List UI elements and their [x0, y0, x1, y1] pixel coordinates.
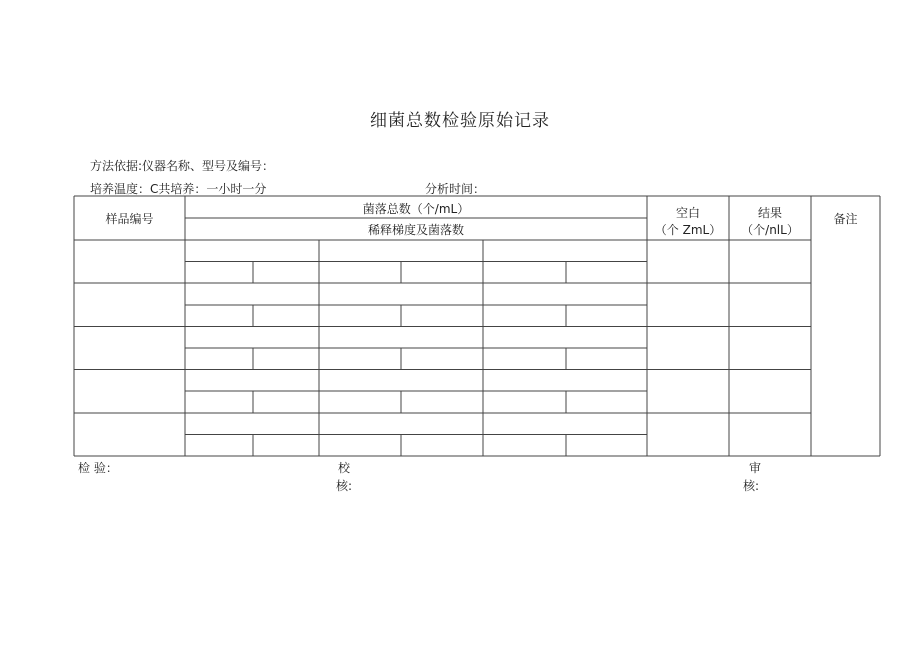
checker-label-2: 核:	[336, 479, 353, 493]
inspector-label: 检 验：	[78, 461, 118, 475]
method-line: 方法依据:仪器名称、型号及编号：	[90, 159, 275, 173]
header-blank-unit: （个 ZmL）	[654, 223, 722, 237]
header-blank: 空白	[675, 206, 700, 220]
checker-label-1: 校	[338, 461, 351, 475]
header-dilution: 稀释梯度及菌落数	[367, 223, 464, 237]
analysis-time-label: 分析时间：	[425, 182, 486, 196]
header-result: 结果	[757, 206, 782, 220]
header-sample-number: 样品编号	[105, 212, 154, 226]
document-title: 细菌总数检验原始记录	[370, 111, 550, 131]
culture-line: 培养温度：C共培养：一小时一分	[90, 182, 267, 196]
header-result-unit: （个/nlL）	[741, 223, 799, 237]
header-colony-total: 菌落总数（个/mL）	[362, 202, 470, 216]
reviewer-label-1: 审	[749, 461, 762, 475]
header-remark: 备注	[833, 212, 858, 226]
reviewer-label-2: 核:	[743, 479, 760, 493]
